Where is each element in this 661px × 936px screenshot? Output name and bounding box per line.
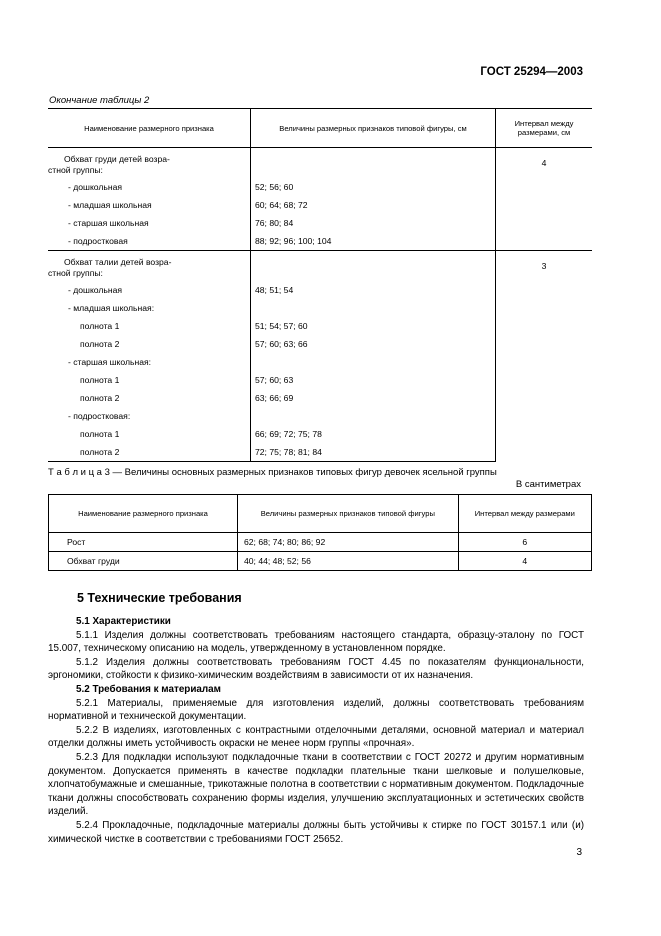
section-heading: 5 Технические требования: [77, 591, 242, 605]
table2-cell-interval: 4: [541, 158, 547, 168]
paragraph: 5.2.1 Материалы, применяемые для изготовления изделий, должны соответствовать требованиям нормативной и технической документации.: [48, 697, 584, 723]
table2-group-title: [48, 148, 251, 179]
section-body: [48, 615, 584, 846]
table2-header-interval: Интервал между размерами, см: [496, 109, 593, 148]
table2-cell-name: - подростковая:: [48, 407, 251, 425]
table2-cell-values: 63; 66; 69: [251, 389, 496, 407]
group-title-line: Обхват талии детей возра-: [64, 257, 172, 267]
page-number: 3: [576, 847, 582, 858]
table3-cell-interval: 6: [458, 533, 591, 552]
table2-cell-values: 76; 80; 84: [251, 214, 496, 232]
table2-cell-name: - младшая школьная:: [48, 299, 251, 317]
table2-cell-name: - старшая школьная:: [48, 353, 251, 371]
table2-cell-name: полнота 2: [48, 335, 251, 353]
paragraph: 5.1.2 Изделия должны соответствовать требованиям ГОСТ 4.45 по показателям функциональности, эргономики, стойкости к физико-химическим воздействиям в зависимости от их назначения.: [48, 656, 584, 682]
group-title-line: стной группы:: [48, 268, 103, 278]
table2-caption: Окончание таблицы 2: [49, 95, 150, 106]
table2-header-name: Наименование размерного признака: [48, 109, 251, 148]
table3-header-name: Наименование размерного признака: [49, 495, 238, 533]
table3-header-interval: Интервал между размерами: [458, 495, 591, 533]
document-code: ГОСТ 25294—2003: [480, 66, 583, 78]
table3-cell-interval: 4: [458, 552, 591, 571]
table2-cell-name: полнота 2: [48, 389, 251, 407]
table2-cell-values: 60; 64; 68; 72: [251, 196, 496, 214]
table2-cell-values: 51; 54; 57; 60: [251, 317, 496, 335]
table2-cell-name: полнота 1: [48, 317, 251, 335]
table2-cell-name: - дошкольная: [48, 178, 251, 196]
table2-cell-name: полнота 2: [48, 443, 251, 462]
table2-cell-values: 72; 75; 78; 81; 84: [251, 443, 496, 462]
table3-header-values: Величины размерных признаков типовой фигуры: [238, 495, 459, 533]
table3-units: В сантиметрах: [515, 479, 581, 490]
table2-cell-name: полнота 1: [48, 425, 251, 443]
table2-cell-values: 57; 60; 63: [251, 371, 496, 389]
paragraph: 5.2.3 Для подкладки используют подкладочные ткани в соответствии с ГОСТ 20272 и другим нормативным документом. Допускается применять в качестве подкладки плательные ткани шелковые и полушелковые, хлопчатобумажные и смешанные, трикотажные полотна в соответствии с нормативным документом. Подкладочные ткани должны способствовать сохранению формы изделия, улучшению эксплуатационных и эстетических свойств изделий.: [48, 751, 584, 818]
table-row: [48, 251, 592, 282]
table2-group-title: [48, 251, 251, 282]
table2-cell-name: полнота 1: [48, 371, 251, 389]
table2-cell-values: [251, 353, 496, 371]
table-2: [48, 108, 592, 462]
table3-cell-values: 62; 68; 74; 80; 86; 92: [238, 533, 459, 552]
paragraph: 5.1.1 Изделия должны соответствовать требованиям настоящего стандарта, образцу-эталону по ГОСТ 15.007, техническому описанию на модель, утвержденному в установленном порядке.: [48, 629, 584, 655]
subsection-heading: 5.2 Требования к материалам: [76, 683, 221, 695]
table2-cell-values: [251, 407, 496, 425]
table-row: [49, 533, 592, 552]
table2-cell-values: 88; 92; 96; 100; 104: [251, 232, 496, 251]
table-row: [48, 148, 592, 179]
group-title-line: Обхват груди детей возра-: [64, 154, 170, 164]
table2-cell-name: - дошкольная: [48, 281, 251, 299]
paragraph: 5.2.4 Прокладочные, подкладочные материалы должны быть устойчивы к стирке по ГОСТ 30157.1 или (и) химической чистке в соответствии с требованиями ГОСТ 25652.: [48, 819, 584, 845]
table2-cell-values: [251, 251, 496, 282]
table2-cell-values: 48; 51; 54: [251, 281, 496, 299]
table3-cell-name: Обхват груди: [49, 552, 238, 571]
table2-cell-values: [251, 148, 496, 179]
table2-cell-name: - старшая школьная: [48, 214, 251, 232]
table3-caption: Т а б л и ц а 3 — Величины основных размерных признаков типовых фигур девочек ясельной группы: [48, 467, 497, 478]
table2-cell-values: 57; 60; 63; 66: [251, 335, 496, 353]
table2-cell-name: - младшая школьная: [48, 196, 251, 214]
table2-cell-values: [251, 299, 496, 317]
table2-cell-values: 52; 56; 60: [251, 178, 496, 196]
table3-cell-name: Рост: [49, 533, 238, 552]
table2-header-values: Величины размерных признаков типовой фигуры, см: [251, 109, 496, 148]
table3-cell-values: 40; 44; 48; 52; 56: [238, 552, 459, 571]
group-title-line: стной группы:: [48, 165, 103, 175]
table-3: [48, 494, 592, 571]
subsection-heading: 5.1 Характеристики: [76, 616, 171, 627]
table2-cell-values: 66; 69; 72; 75; 78: [251, 425, 496, 443]
table-row: [49, 552, 592, 571]
table2-cell-name: - подростковая: [48, 232, 251, 251]
paragraph: 5.2.2 В изделиях, изготовленных с контрастными отделочными деталями, основной материал и материал отделки должны иметь устойчивость окраски не менее норм группы «прочная».: [48, 724, 584, 750]
table2-cell-interval: 3: [496, 251, 593, 462]
